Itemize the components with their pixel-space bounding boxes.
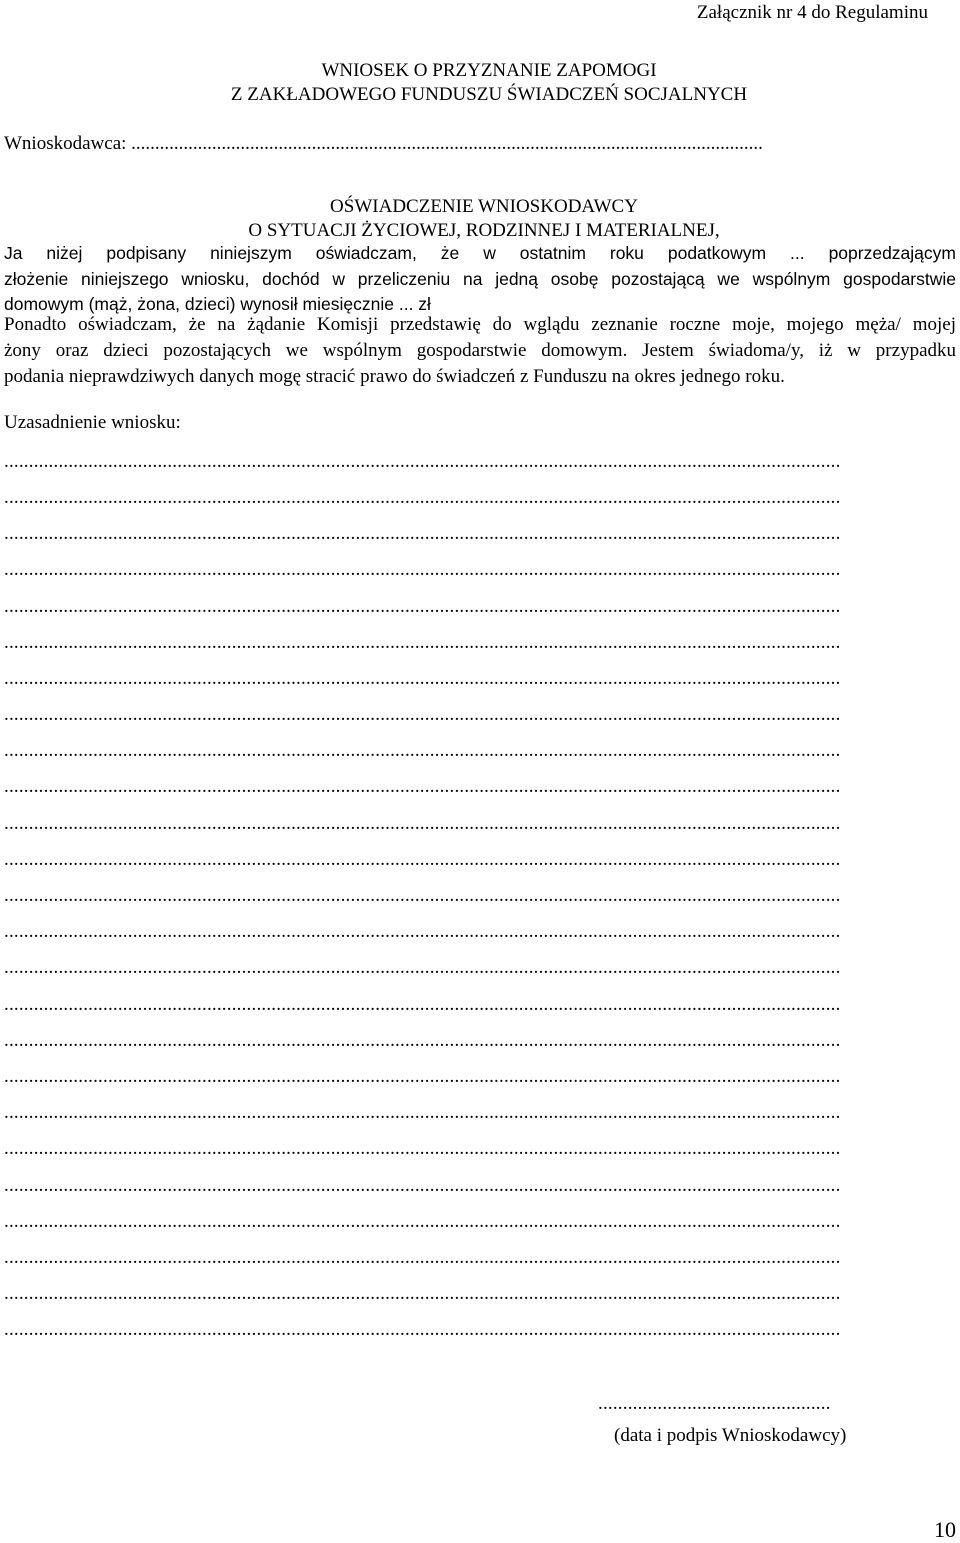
justification-line[interactable]: ......................................................................................................................................................................... xyxy=(4,1284,841,1303)
justification-line[interactable]: ......................................................................................................................................................................... xyxy=(4,488,841,507)
justification-line[interactable]: ......................................................................................................................................................................... xyxy=(4,1031,841,1050)
justification-line[interactable]: ......................................................................................................................................................................... xyxy=(4,741,841,760)
title-line-1: WNIOSEK O PRZYZNANIE ZAPOMOGI xyxy=(321,60,657,81)
signature-dots-field[interactable]: ............................................... xyxy=(598,1394,831,1413)
applicant-dots-field[interactable]: ..................................................................................................................................... xyxy=(131,133,763,154)
title-line-2: Z ZAKŁADOWEGO FUNDUSZU ŚWIADCZEŃ SOCJALNYCH xyxy=(230,84,748,105)
justification-line[interactable]: ......................................................................................................................................................................... xyxy=(4,560,841,579)
justification-line[interactable]: ......................................................................................................................................................................... xyxy=(4,777,841,796)
justification-line[interactable]: ......................................................................................................................................................................... xyxy=(4,1103,841,1122)
declaration-heading-2: O SYTUACJI ŻYCIOWEJ, RODZINNEJ I MATERIALNEJ, xyxy=(248,220,720,241)
declaration-line-3: domowym (mąż, żona, dzieci) wynosił miesięcznie ... zł xyxy=(4,294,431,314)
justification-line[interactable]: ......................................................................................................................................................................... xyxy=(4,1139,841,1158)
justification-line[interactable]: ......................................................................................................................................................................... xyxy=(4,633,841,652)
justification-line[interactable]: ......................................................................................................................................................................... xyxy=(4,1212,841,1231)
justification-line[interactable]: ......................................................................................................................................................................... xyxy=(4,958,841,977)
applicant-label: Wnioskodawca: xyxy=(4,133,127,154)
declaration-line-1: Ja niżej podpisany niniejszym oświadczam, że w ostatnim roku podatkowym ... poprzedzającym xyxy=(4,243,956,263)
justification-line[interactable]: ......................................................................................................................................................................... xyxy=(4,1067,841,1086)
justification-line[interactable]: ......................................................................................................................................................................... xyxy=(4,1248,841,1267)
declaration-heading-1: OŚWIADCZENIE WNIOSKODAWCY xyxy=(330,196,638,217)
declaration-line-6: podania nieprawdziwych danych mogę stracić prawo do świadczeń z Funduszu na okres jednego roku. xyxy=(4,366,785,387)
annex-label: Załącznik nr 4 do Regulaminu xyxy=(696,2,928,23)
page-number: 10 xyxy=(934,1517,956,1542)
justification-label: Uzasadnienie wniosku: xyxy=(4,412,181,433)
justification-line[interactable]: ......................................................................................................................................................................... xyxy=(4,922,841,941)
declaration-line-5: żony oraz dzieci pozostających we wspólnym gospodarstwie domowym. Jestem świadoma/y, iż w przypadku xyxy=(4,340,956,361)
justification-line[interactable]: ......................................................................................................................................................................... xyxy=(4,524,841,543)
justification-line[interactable]: ......................................................................................................................................................................... xyxy=(4,452,841,471)
justification-line[interactable]: ......................................................................................................................................................................... xyxy=(4,1176,841,1195)
justification-line[interactable]: ......................................................................................................................................................................... xyxy=(4,705,841,724)
justification-line[interactable]: ......................................................................................................................................................................... xyxy=(4,814,841,833)
justification-line[interactable]: ......................................................................................................................................................................... xyxy=(4,1320,841,1339)
justification-line[interactable]: ......................................................................................................................................................................... xyxy=(4,669,841,688)
declaration-line-4: Ponadto oświadczam, że na żądanie Komisji przedstawię do wglądu zeznanie roczne moje, mojego męża/ mojej xyxy=(4,314,956,335)
declaration-line-2: złożenie niniejszego wniosku, dochód w przeliczeniu na jedną osobę pozostającą we wspólnym gospodarstwie xyxy=(4,269,956,289)
signature-label: (data i podpis Wnioskodawcy) xyxy=(614,1425,847,1446)
justification-line[interactable]: ......................................................................................................................................................................... xyxy=(4,850,841,869)
justification-line[interactable]: ......................................................................................................................................................................... xyxy=(4,597,841,616)
justification-line[interactable]: ......................................................................................................................................................................... xyxy=(4,995,841,1014)
justification-line[interactable]: ......................................................................................................................................................................... xyxy=(4,886,841,905)
